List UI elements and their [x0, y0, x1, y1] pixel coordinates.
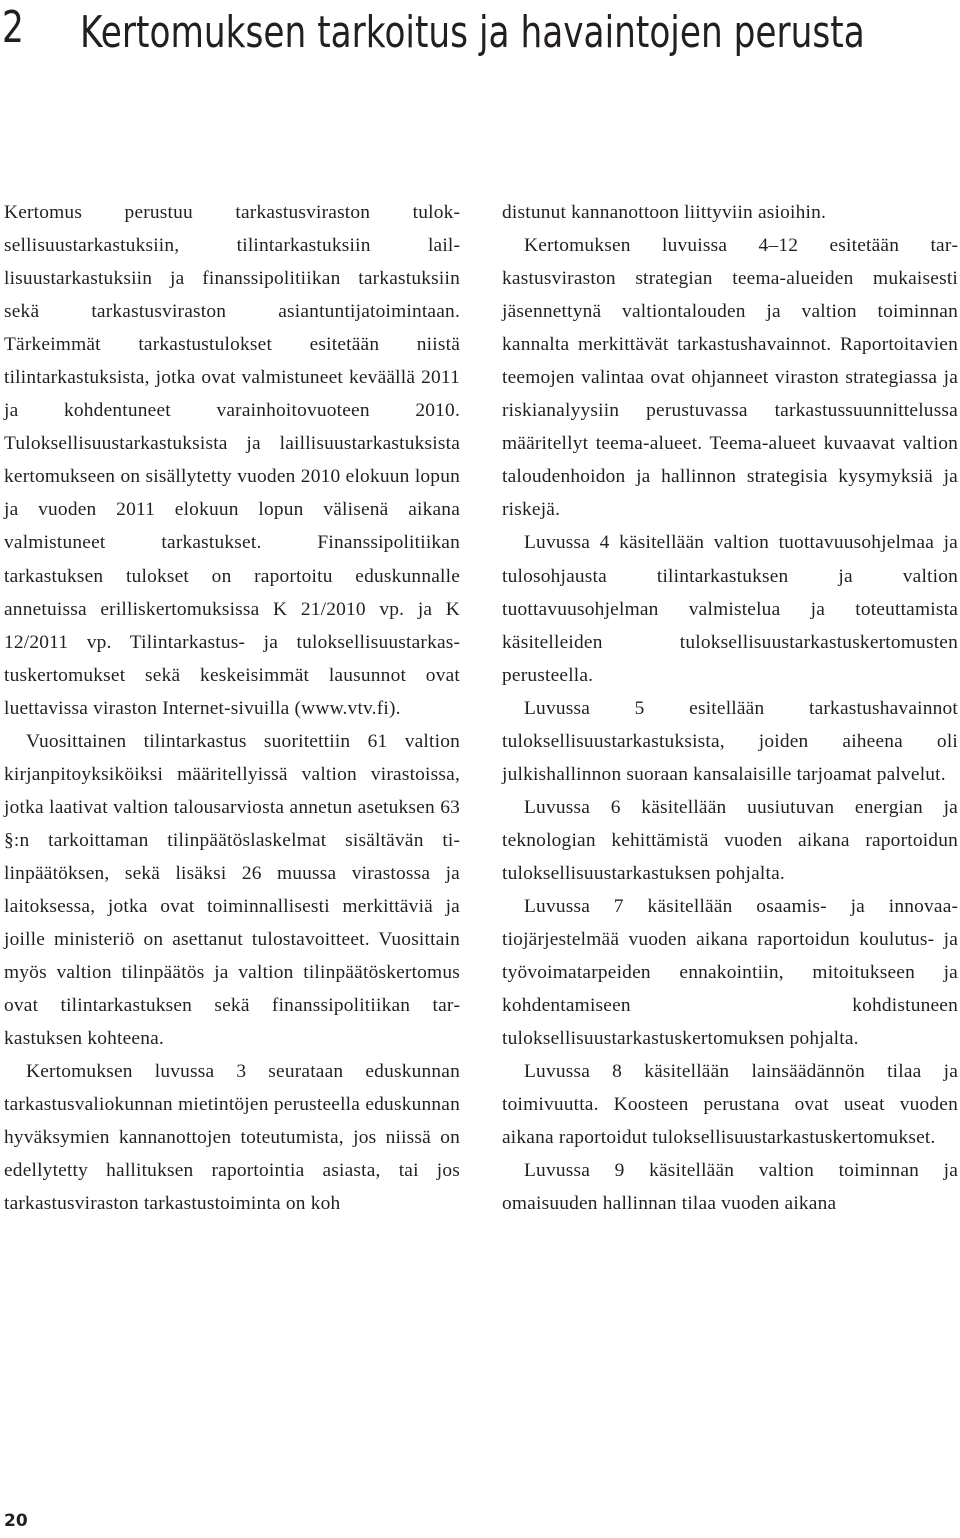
paragraph: Luvussa 7 käsitellään osaamis- ja innovaatiojärjestelmää vuoden aikana raportoidun koulutus- ja työvoimatarpeiden ennakointiin, mitoitukseen ja kohdentamiseen kohdistuneen tuloksellisuustarkastuskertomuksen pohjalta. — [502, 895, 958, 1050]
paragraph: Kertomuksen luvuissa 4–12 esitetään tarkastusviraston strategian teema-alueiden mukaisesti jäsennettynä valtiontalouden ja valtion toiminnan kannalta merkittävät tarkastushavainnot. Raportoitavien teemojen valintaa ovat ohjanneet viraston strategiassa ja riskianalyysiin perustuvassa tarkastussuunnittelussa määritellyt teema-alueet. Teema-alueet kuvaavat valtion taloudenhoidon ja hallinnon strategisia kysymyksiä ja riskejä. — [502, 235, 958, 521]
left-text-column — [4, 196, 460, 1220]
paragraph: Kertomuksen luvussa 3 seurataan eduskunnan tarkastusvaliokunnan mietintöjen perusteella eduskunnan hyväksymien kannanottojen toteutumista, jos niissä on edellytetty hallituksen raportointia asiasta, tai jos tarkastusviraston tarkastustoiminta on koh — [4, 1061, 460, 1215]
chapter-title: Kertomuksen tarkoitus ja havaintojen perusta — [80, 7, 865, 58]
paragraph: Luvussa 6 käsitellään uusiutuvan energian ja teknologian kehittämistä vuoden aikana raportoidun tuloksellisuustarkastuksen pohjalta. — [502, 796, 958, 884]
paragraph: Vuosittainen tilintarkastus suoritettiin 61 valtion kirjanpitoyksiköiksi määritellyissä valtion virastoissa, jotka laativat valtion talousarviosta annetun asetuksen 63 §:n tarkoittaman tilinpäätöslaskelmat sisältävän tilinpäätöksen, sekä lisäksi 26 muussa virastossa ja laitoksessa, jotka ovat toiminnallisesti merkittäviä ja joille ministeriö on asettanut tulostavoitteet. Vuosittain myös valtion tilinpäätös ja valtion tilinpäätöskertomus ovat tilintarkastuksen sekä finanssipolitiikan tarkastuksen kohteena. — [4, 730, 460, 1050]
right-text-column — [502, 196, 958, 1220]
chapter-number: 2 — [2, 2, 24, 53]
paragraph: distunut kannanottoon liittyviin asioihin. — [502, 202, 827, 223]
paragraph: Luvussa 8 käsitellään lainsäädännön tilaa ja toimivuutta. Koosteen perustana ovat useat vuoden aikana raportoidut tuloksellisuustarkastuskertomukset. — [502, 1061, 958, 1149]
paragraph: Luvussa 5 esitellään tarkastushavainnot tuloksellisuustarkastuksista, joiden aiheena oli julkishallinnon suoraan kansalaisille tarjoamat palvelut. — [502, 697, 958, 785]
paragraph: Luvussa 4 käsitellään valtion tuottavuusohjelmaa ja tulosohjausta tilintarkastuksen ja valtion tuottavuusohjelman valmistelua ja toteuttamista käsitelleiden tuloksellisuustarkastuskertomusten perusteella. — [502, 532, 958, 686]
page-number: 20 — [4, 1511, 28, 1531]
paragraph: Luvussa 9 käsitellään valtion toiminnan ja omaisuuden hallinnan tilaa vuoden aikana — [502, 1160, 958, 1215]
paragraph: Kertomus perustuu tarkastusviraston tuloksellisuustarkastuksiin, tilintarkastuksiin laillisuustarkastuksiin ja finanssipolitiikan tarkastuksiin sekä tarkastusviraston asiantuntijatoimintaan. Tärkeimmät tarkastustulokset esitetään niistä tilintarkastuksista, jotka ovat valmistuneet keväällä 2011 ja kohdentuneet varainhoitovuoteen 2010. Tuloksellisuustarkastuksista ja laillisuustarkastuksista kertomukseen on sisällytetty vuoden 2010 elokuun lopun ja vuoden 2011 elokuun lopun välisenä aikana valmistuneet tarkastukset. Finanssipolitiikan tarkastuksen tulokset on raportoitu eduskunnalle annetuissa erilliskertomuksissa K 21/2010 vp. ja K 12/2011 vp. Tilintarkastus- ja tuloksellisuustarkastuskertomukset sekä keskeisimmät lausunnot ovat luettavissa viraston Internet-sivuilla (www.vtv.fi). — [4, 202, 460, 719]
